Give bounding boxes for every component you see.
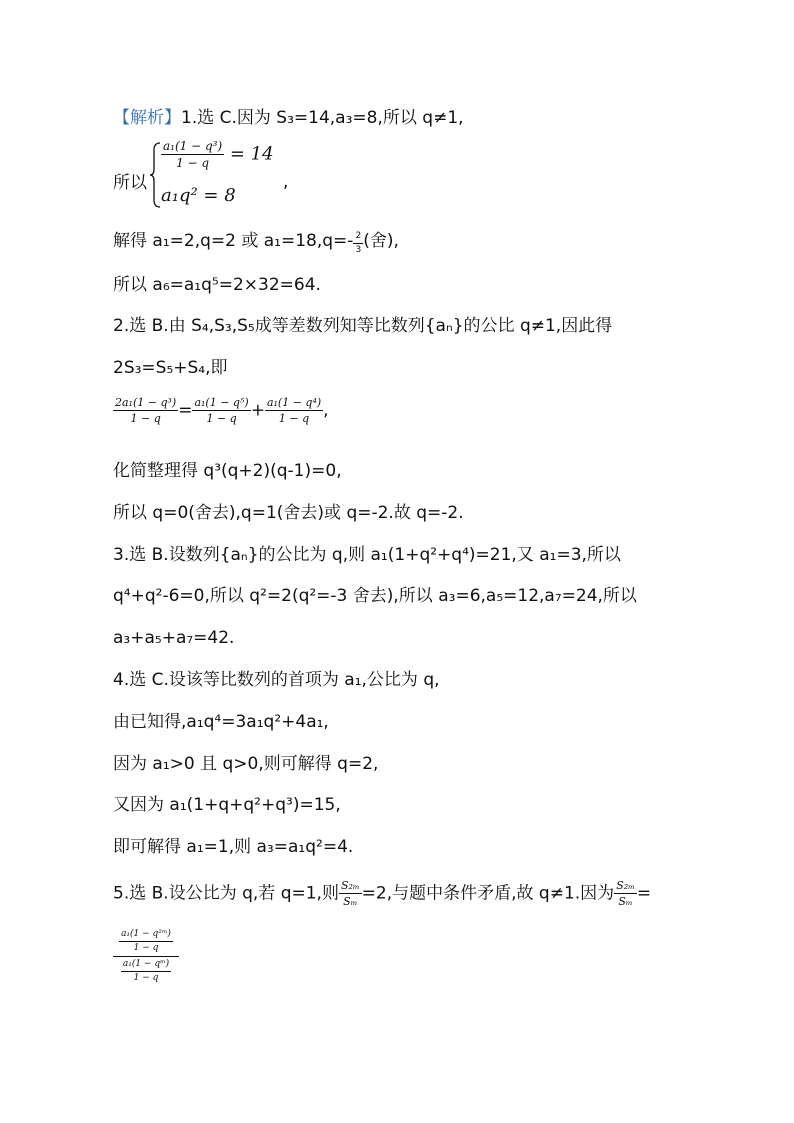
q5-ratio-2 — [614, 880, 637, 907]
q4-line-1: 4.选 C.设该等比数列的首项为 a₁,公比为 q, — [113, 670, 440, 690]
q2-line-5: 所以 q=0(舍去),q=1(舍去)或 q=-2.故 q=-2. — [113, 503, 464, 523]
q4-line-3: 因为 a₁>0 且 q>0,则可解得 q=2, — [113, 754, 379, 774]
q2-fraction-2 — [192, 397, 250, 424]
q2-f3-numerator: a₁(1 − q⁴) — [266, 396, 322, 409]
q2-line-2: 2S₃=S₅+S₄,即 — [113, 358, 228, 378]
q4-line-5: 即可解得 a₁=1,则 a₃=a₁q²=4. — [113, 837, 354, 857]
q1-eq1-rhs: = 14 — [224, 143, 274, 165]
q3-line-3: a₃+a₅+a₇=42. — [113, 628, 235, 648]
analysis-label: 【解析】 — [113, 108, 181, 128]
q2-equals-sign: = — [178, 400, 193, 421]
q2-tail: , — [323, 400, 329, 421]
q2-line-1: 2.选 B.由 S₄,S₃,S₅成等差数列知等比数列{aₙ}的公比 q≠1,因此得 — [113, 316, 613, 336]
q4-line-2: 由已知得,a₁q⁴=3a₁q²+4a₁, — [113, 712, 329, 732]
q1-statement: 1.选 C.因为 S₃=14,a₃=8,所以 q≠1, — [181, 108, 464, 128]
q1-line-3 — [113, 232, 399, 255]
q2-f1-numerator: 2a₁(1 − q³) — [115, 396, 177, 409]
q5-compound-top — [113, 930, 179, 957]
left-brace-icon — [149, 142, 161, 208]
q5-intro-text: 5.选 B.设公比为 q,若 q=1,则 — [113, 883, 339, 904]
q5-top-denominator: 1 − q — [133, 943, 159, 953]
q2-f2-numerator: a₁(1 − q⁵) — [194, 396, 249, 409]
q5-top-fraction — [119, 930, 173, 953]
q1-system-suffix: , — [283, 172, 289, 192]
q1-rejected-text: (舍), — [363, 231, 399, 251]
q5-ratio-1-denominator: Sₘ — [343, 895, 358, 908]
q1-eq1-numerator: a₁(1 − q³) — [163, 139, 223, 153]
q1-equation-1 — [161, 140, 274, 169]
q2-f3-denominator: 1 − q — [278, 412, 310, 425]
q1-equation-2: a₁q² = 8 — [161, 185, 236, 206]
q1-two-thirds-numerator: 2 — [353, 232, 363, 244]
q1-two-thirds-denominator: 3 — [355, 245, 362, 255]
q1-system-prefix: 所以 — [113, 173, 147, 193]
q2-f2-denominator: 1 − q — [206, 412, 237, 425]
q2-fraction-3 — [265, 397, 323, 424]
q5-top-numerator: a₁(1 − q²ᵐ) — [119, 930, 173, 942]
q5-compound-fraction — [113, 930, 179, 983]
q2-f1-denominator: 1 − q — [130, 412, 161, 425]
q1-solve-text: 解得 a₁=2,q=2 或 a₁=18,q=- — [113, 231, 354, 251]
q2-fraction-equation — [113, 397, 329, 424]
q5-ratio-1-numerator: S₂ₘ — [340, 879, 360, 892]
q5-contradiction-text: =2,与题中条件矛盾,故 q≠1.因为 — [361, 883, 615, 904]
q2-plus-sign: + — [250, 400, 265, 421]
q1-eq1-fraction — [161, 140, 224, 169]
q5-ratio-2-denominator: Sₘ — [618, 895, 633, 908]
q5-ratio-1 — [339, 880, 362, 907]
q1-line-4: 所以 a₆=a₁q⁵=2×32=64. — [113, 275, 321, 295]
q1-line-1 — [113, 110, 464, 127]
q5-ratio-2-numerator: S₂ₘ — [616, 879, 635, 892]
q5-line-1 — [113, 880, 651, 907]
q3-line-2: q⁴+q²-6=0,所以 q²=2(q²=-3 舍去),所以 a₃=6,a₅=12,a₇=24,所以 — [113, 586, 637, 606]
q1-two-thirds-fraction — [353, 232, 363, 255]
q5-bottom-fraction — [121, 960, 171, 983]
q1-eq1-denominator: 1 − q — [176, 156, 210, 170]
q5-compound-bottom — [113, 957, 179, 983]
q2-fraction-1 — [113, 397, 178, 424]
q5-equals: = — [636, 883, 652, 904]
q2-line-4: 化简整理得 q³(q+2)(q-1)=0, — [113, 461, 342, 481]
q5-compound-fraction-body — [113, 930, 179, 983]
q4-line-4: 又因为 a₁(1+q+q²+q³)=15, — [113, 795, 341, 815]
q5-bottom-numerator: a₁(1 − qᵐ) — [121, 960, 171, 972]
q5-bottom-denominator: 1 − q — [133, 973, 159, 983]
q3-line-1: 3.选 B.设数列{aₙ}的公比为 q,则 a₁(1+q²+q⁴)=21,又 a₁=3,所以 — [113, 545, 621, 565]
